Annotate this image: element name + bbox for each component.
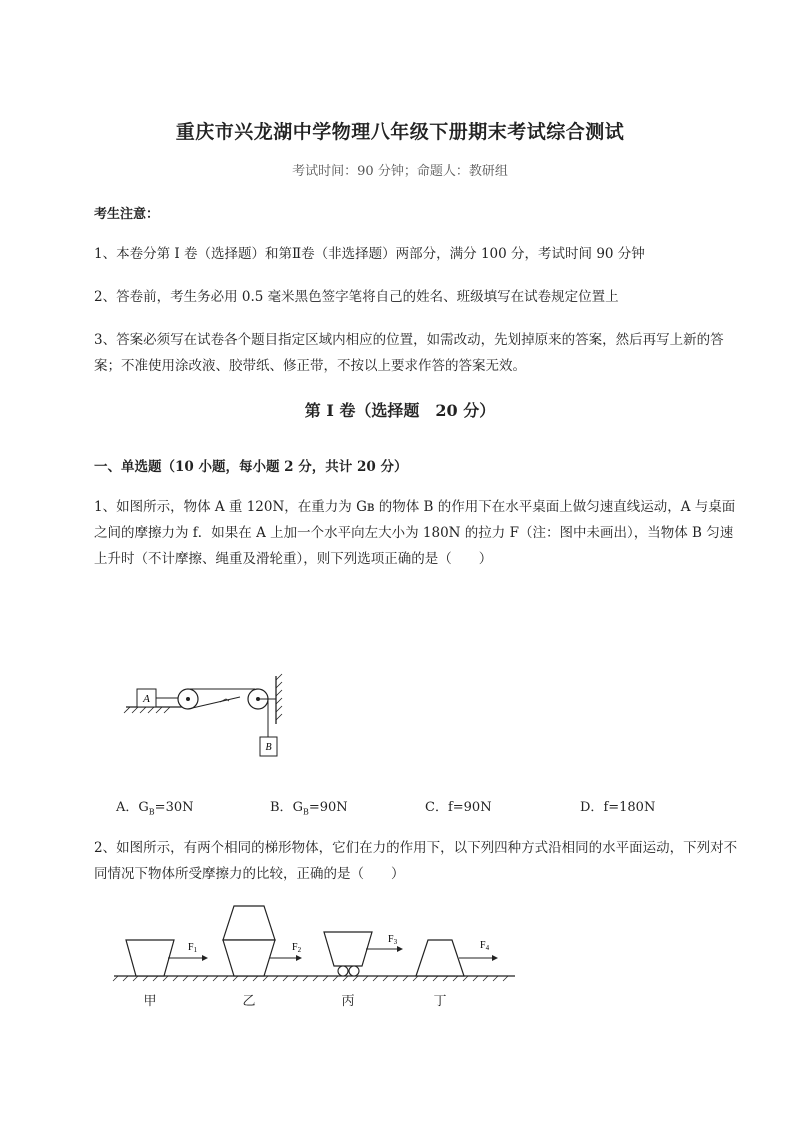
option-b-sub: B: [302, 807, 309, 817]
caption-yi: 乙: [242, 994, 256, 1009]
option-a-rest: =30N: [154, 800, 194, 815]
part-heading: 一、单选题（10 小题，每小题 2 分，共计 20 分）: [94, 459, 408, 475]
option-c[interactable]: [425, 796, 492, 815]
caption-ding: 丁: [433, 994, 447, 1009]
caption-bing: 丙: [341, 994, 355, 1009]
option-a-letter: A．: [116, 800, 139, 815]
caption-jia: 甲: [143, 994, 157, 1009]
trapezoid-bing: [324, 932, 372, 966]
force-f4-label: $F_4$: [480, 940, 490, 952]
notice-item-3: 3、答案必须写在试卷各个题目指定区域内相应的位置，如需改动，先划掉原来的答案，然后再写上新的答案；不准使用涂改液、胶带纸、修正带，不按以上要求作答的答案无效。: [94, 332, 724, 374]
option-b[interactable]: [270, 796, 348, 817]
option-d-text: f=180N: [603, 800, 656, 815]
exam-info: 考试时间：90 分钟；命题人：教研组: [292, 164, 508, 179]
option-a-text: G: [138, 800, 149, 815]
roller-right: [349, 966, 359, 976]
option-c-text: f=90N: [447, 800, 492, 815]
trapezoid-yi-top: [223, 906, 275, 940]
force-f2-label: $F_2$: [292, 942, 302, 954]
option-b-text: G: [292, 800, 303, 815]
option-d-letter: D．: [580, 800, 604, 815]
option-b-rest: =90N: [308, 800, 348, 815]
option-b-letter: B．: [270, 800, 293, 815]
trapezoid-jia: [126, 940, 174, 976]
trapezoid-yi-bottom: [223, 940, 275, 976]
question-2-text: 2、如图所示，有两个相同的梯形物体，它们在力的作用下，以下列四种方式沿相同的水平面运动，下列对不同情况下物体所受摩擦力的比较，正确的是（ ）: [94, 840, 738, 882]
force-f3-label: $F_3$: [388, 934, 398, 946]
block-a-label: A: [143, 693, 150, 705]
notice-heading: 考生注意：: [94, 207, 160, 222]
trapezoid-ding: [416, 940, 464, 976]
notice-item-2: 2、答卷前，考生务必用 0.5 毫米黑色签字笔将自己的姓名、班级填写在试卷规定位置上: [94, 289, 619, 305]
trapezoid-figure: [110, 900, 520, 985]
pulley-figure: [120, 672, 290, 772]
roller-left: [338, 966, 348, 976]
page-title: 重庆市兴龙湖中学物理八年级下册期末考试综合测试: [175, 121, 625, 143]
option-c-letter: C．: [425, 800, 448, 815]
option-a[interactable]: [116, 796, 193, 817]
option-a-sub: B: [148, 807, 155, 817]
question-1-text: 1、如图所示，物体 A 重 120N，在重力为 Gʙ 的物体 B 的作用下在水平桌面上做匀速直线运动，A 与桌面之间的摩擦力为 f．如果在 A 上加一个水平向左大小为 180N 的拉力 F（注：图中未画出），当物体 B 匀速上升时（不计摩擦、绳重及滑轮重），则下列选项正确的是（ ）: [94, 499, 736, 567]
option-d[interactable]: [580, 796, 655, 815]
force-f1-label: $F_1$: [188, 942, 198, 954]
block-b-label: B: [265, 742, 272, 753]
section-title: 第 I 卷（选择题 20 分）: [304, 401, 496, 420]
notice-item-1: 1、本卷分第 I 卷（选择题）和第Ⅱ卷（非选择题）两部分，满分 100 分，考试时间 90 分钟: [94, 246, 645, 262]
